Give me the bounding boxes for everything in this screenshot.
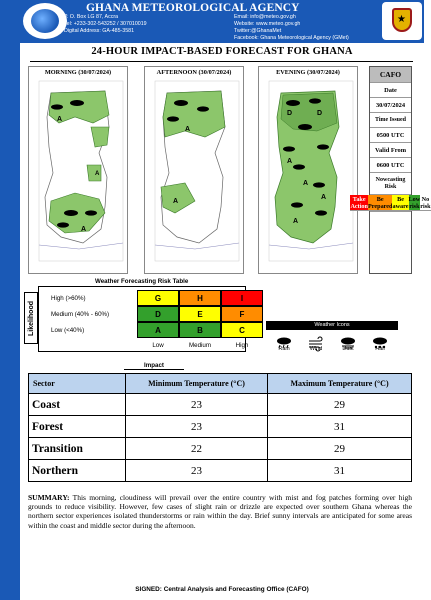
weather-icon-label: Dust	[342, 346, 354, 352]
col-header: Minimum Temperature (°C)	[126, 374, 268, 394]
risk-cell-f: F	[221, 306, 263, 322]
evening-map-panel	[258, 66, 358, 274]
time-issued-value: 0500 UTC	[370, 128, 411, 143]
impact-column-label: High	[235, 342, 249, 349]
weather-icon-label: Rain	[278, 346, 290, 352]
morning-map-panel	[28, 66, 128, 274]
impact-label: Impact	[124, 362, 184, 370]
min-temp-cell: 22	[126, 438, 268, 460]
header-banner	[20, 0, 424, 43]
signed-footer: SIGNED: Central Analysis and Forecasting Office (CAFO)	[135, 586, 309, 593]
time-issued-label: Time Issued	[370, 113, 411, 128]
address-line: Tel: +233-302-543252 / 307010019	[64, 21, 147, 27]
min-temp-cell: 23	[126, 460, 268, 482]
table-header-row	[29, 374, 412, 394]
sector-cell: Coast	[29, 394, 126, 416]
likelihood-axis	[24, 292, 38, 344]
contact-line: Facebook: Ghana Meteorological Agency (GMet)	[234, 35, 349, 41]
map-label: A	[95, 171, 100, 177]
map-label: A	[57, 116, 63, 123]
likelihood-label: Likelihood	[27, 300, 35, 336]
table-row	[29, 438, 412, 460]
contact-line: Website: www.meteo.gov.gh	[234, 21, 301, 27]
risk-cell-a: A	[137, 322, 179, 338]
risk-level-be-aware: Be aware	[392, 195, 409, 210]
address-block	[64, 14, 147, 35]
valid-from-label: Valid From	[370, 143, 411, 158]
panel-title: EVENING (30/07/2024)	[276, 69, 340, 76]
map-label: D	[287, 110, 293, 117]
likelihood-row-label: Medium (40% - 60%)	[51, 310, 110, 318]
risk-cell-g: G	[137, 290, 179, 306]
risk-level-no-risk: No risk	[420, 195, 431, 210]
panel-title: MORNING (30/07/2024)	[44, 69, 112, 76]
max-temp-cell: 29	[268, 438, 412, 460]
map-label: A	[303, 180, 309, 187]
map-label: A	[185, 126, 191, 133]
likelihood-row-label: High (>60%)	[51, 294, 86, 302]
risk-level-take-action: Take Action	[350, 195, 368, 210]
risk-level-low-risk: Low risk	[408, 195, 421, 210]
weather-icon-label: Hail	[375, 346, 385, 352]
map-label: A	[173, 198, 179, 205]
date-value: 30/07/2024	[370, 98, 411, 113]
nowcasting-label: Nowcasting Risk	[370, 173, 411, 195]
afternoon-map-panel	[144, 66, 244, 274]
cafo-info-column	[350, 66, 431, 274]
risk-table-title: Weather Forecasting Risk Table	[95, 278, 189, 285]
max-temp-cell: 29	[268, 394, 412, 416]
cafo-header: CAFO	[370, 67, 411, 83]
address-line: Digital Address: GA-485-3581	[64, 28, 135, 34]
weather-icons-title: Weather Icons	[266, 321, 398, 330]
map-label: D	[317, 110, 323, 117]
page-title: 24-HOUR IMPACT-BASED FORECAST FOR GHANA	[91, 46, 353, 57]
contact-line: Twitter:@GhanaMet	[234, 28, 282, 34]
risk-cell-c: C	[221, 322, 263, 338]
map-label: A	[293, 218, 299, 225]
gmet-logo	[23, 3, 67, 39]
title-underline	[30, 61, 413, 62]
agency-name: GHANA METEOROLOGICAL AGENCY	[86, 2, 300, 14]
impact-column-label: Low	[152, 342, 164, 349]
contact-block	[234, 14, 349, 42]
likelihood-row-label: Low (<40%)	[51, 326, 85, 334]
contact-line: Email: info@meteo.gov.gh	[234, 14, 296, 20]
map-label: A	[321, 194, 327, 201]
map-label: A	[287, 158, 293, 165]
impact-column-label: Medium	[188, 342, 211, 349]
summary-text: This morning, cloudiness will prevail over the entire country with mist and fog patches forming over high grounds to reduce visibility. However, few cases of slight rain or drizzle are expected over southern Ghana whereas the northern sector experiences isolated thunderstorms or rain within the day. Brief sunny intervals are anticipated for some areas within the coast and middle sector during the afternoon.	[28, 493, 412, 530]
col-header: Maximum Temperature (°C)	[268, 374, 412, 394]
min-temp-cell: 23	[126, 416, 268, 438]
weather-icon-label: Wind	[309, 346, 323, 352]
risk-level-be-prepared: Be Prepared	[367, 195, 393, 210]
risk-cell-d: D	[137, 306, 179, 322]
ghana-coat-of-arms: ★	[382, 2, 422, 40]
sector-cell: Forest	[29, 416, 126, 438]
panel-title: AFTERNOON (30/07/2024)	[156, 69, 232, 76]
temperature-table	[28, 373, 412, 482]
max-temp-cell: 31	[268, 460, 412, 482]
table-row	[29, 416, 412, 438]
risk-section	[22, 278, 422, 374]
risk-cell-h: H	[179, 290, 221, 306]
table-row	[29, 394, 412, 416]
min-temp-cell: 23	[126, 394, 268, 416]
risk-cell-e: E	[179, 306, 221, 322]
sector-cell: Northern	[29, 460, 126, 482]
sector-cell: Transition	[29, 438, 126, 460]
map-label: A	[81, 226, 87, 233]
address-line: P. O. Box LG 87, Accra	[64, 14, 119, 20]
date-label: Date	[370, 83, 411, 98]
summary-label: SUMMARY:	[28, 493, 70, 502]
col-header: Sector	[29, 374, 126, 394]
max-temp-cell: 31	[268, 416, 412, 438]
left-sidebar-bar	[0, 0, 20, 600]
valid-from-value: 0600 UTC	[370, 158, 411, 173]
summary-paragraph	[28, 493, 412, 530]
risk-cell-i: I	[221, 290, 263, 306]
risk-matrix	[51, 288, 263, 349]
risk-cell-b: B	[179, 322, 221, 338]
table-row	[29, 460, 412, 482]
